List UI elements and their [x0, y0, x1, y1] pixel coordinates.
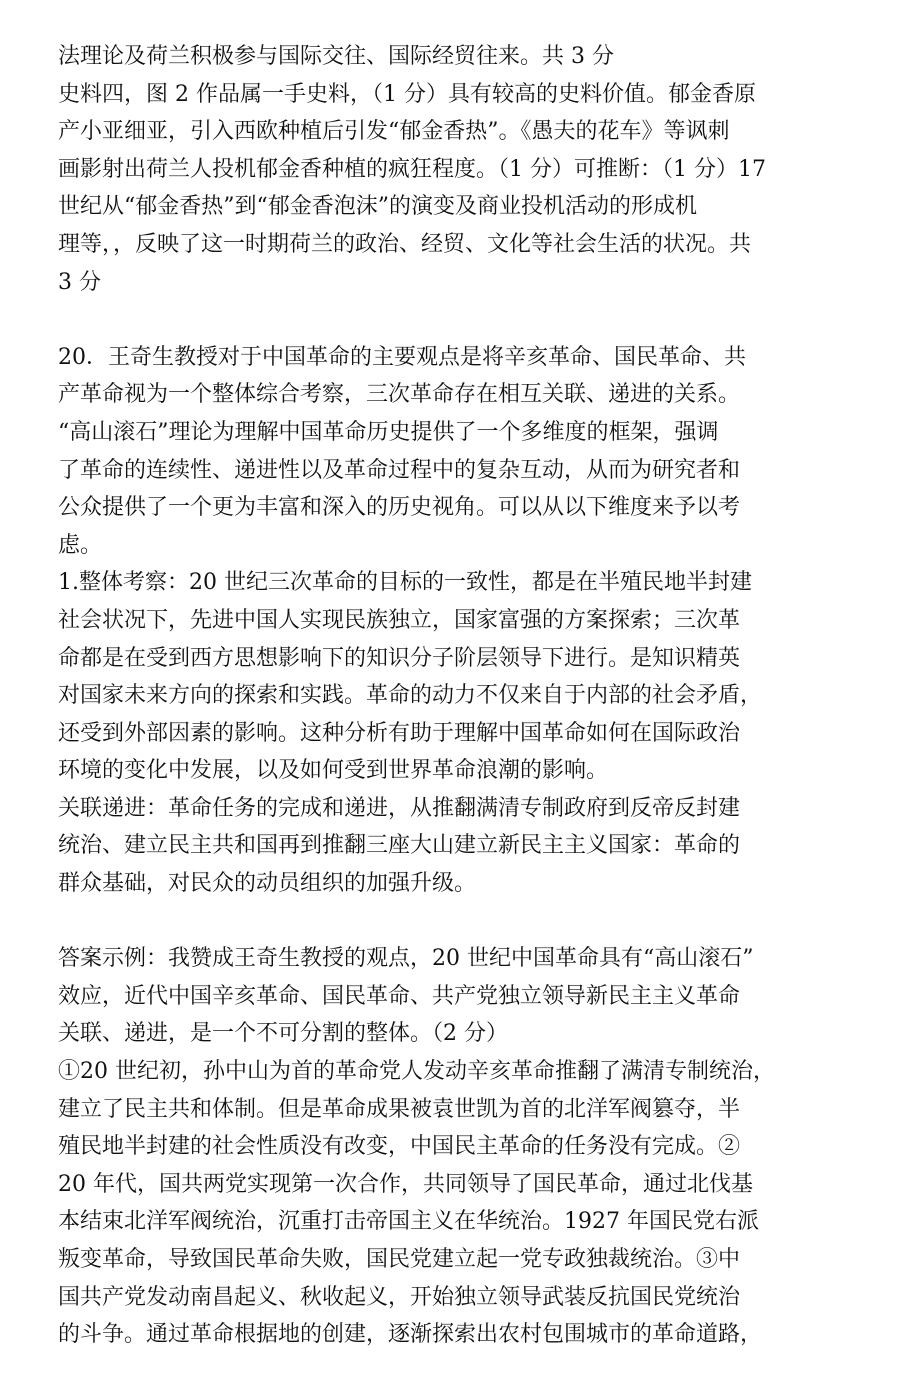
- text-line: 产革命视为一个整体综合考察，三次革命存在相互关联、递进的关系。: [58, 382, 741, 408]
- document-page: [58, 0, 870, 1354]
- text-line: 理等，，反映了这一时期荷兰的政治、经贸、文化等社会生活的状况。共: [58, 231, 752, 257]
- answer-line: 答案示例：我赞成王奇生教授的观点，20 世纪中国革命具有“高山滚石”: [58, 946, 754, 972]
- blank-line: [58, 903, 870, 941]
- text-line: 效应，近代中国辛亥革命、国民革命、共产党独立领导新民主主义革命: [58, 983, 741, 1009]
- text-line: 法理论及荷兰积极参与国际交往、国际经贸往来。共 3 分: [58, 44, 614, 69]
- text-line: 群众基础，对民众的动员组织的加强升级。: [58, 871, 477, 897]
- text-line: 史料四，图 2 作品属一手史料，（1 分）具有较高的史料价值。郁金香原: [58, 81, 756, 107]
- text-line: 建立了民主共和体制。但是革命成果被袁世凯为首的北洋军阀篡夺，半: [58, 1096, 741, 1122]
- text-line: ①20 世纪初，孙中山为首的革命党人发动辛亥革命推翻了满清专制统治，: [58, 1059, 775, 1085]
- blank-line: [58, 301, 870, 339]
- text-line: 命都是在受到西方思想影响下的知识分子阶层领导下进行。是知识精英: [58, 645, 741, 671]
- text-line: 殖民地半封建的社会性质没有改变，中国民主革命的任务没有完成。②: [58, 1134, 741, 1160]
- text-line: 20 年代，国共两党实现第一次合作，共同领导了国民革命，通过北伐基: [58, 1171, 753, 1197]
- text-line: 1.整体考察：20 世纪三次革命的目标的一致性，都是在半殖民地半封建: [58, 570, 752, 596]
- text-line: 的斗争。通过革命根据地的创建，逐渐探索出农村包围城市的革命道路，: [58, 1322, 763, 1348]
- text-line: 虑。: [58, 532, 103, 558]
- text-line: 公众提供了一个更为丰富和深入的历史视角。可以从以下维度来予以考: [58, 495, 741, 521]
- text-line: 了革命的连续性、递进性以及革命过程中的复杂互动，从而为研究者和: [58, 457, 741, 483]
- text-line: 国共产党发动南昌起义、秋收起义，开始独立领导武装反抗国民党统治: [58, 1284, 741, 1310]
- text-line: 还受到外部因素的影响。这种分析有助于理解中国革命如何在国际政治: [58, 720, 741, 746]
- text-line: 画影射出荷兰人投机郁金香种植的疯狂程度。（1 分）可推断：（1 分）17: [58, 156, 766, 182]
- text-line: “高山滚石”理论为理解中国革命历史提供了一个多维度的框架，强调: [58, 419, 719, 445]
- text-line: 关联、递进，是一个不可分割的整体。（2 分）: [58, 1021, 508, 1047]
- text-line: 叛变革命，导致国民革命失败，国民党建立起一党专政独裁统治。③中: [58, 1247, 741, 1272]
- question-line: 20．王奇生教授对于中国革命的主要观点是将辛亥革命、国民革命、共: [58, 344, 746, 370]
- text-line: 产小亚细亚，引入西欧种植后引发“郁金香热”。《愚夫的花车》等讽刺: [58, 119, 730, 145]
- text-line: 本结束北洋军阀统治，沉重打击帝国主义在华统治。1927 年国民党右派: [58, 1209, 759, 1235]
- text-line: 世纪从“郁金香热”到“郁金香泡沫”的演变及商业投机活动的形成机: [58, 194, 697, 220]
- text-line: 3 分: [58, 269, 101, 295]
- text-line: 环境的变化中发展，以及如何受到世界革命浪潮的影响。: [58, 758, 609, 784]
- text-line: 关联递进：革命任务的完成和递进，从推翻满清专制政府到反帝反封建: [58, 795, 741, 821]
- text-line: 统治、建立民主共和国再到推翻三座大山建立新民主主义国家：革命的: [58, 833, 741, 859]
- text-line: 对国家未来方向的探索和实践。革命的动力不仅来自于内部的社会矛盾，: [58, 683, 763, 709]
- text-line: 社会状况下，先进中国人实现民族独立，国家富强的方案探索；三次革: [58, 607, 741, 633]
